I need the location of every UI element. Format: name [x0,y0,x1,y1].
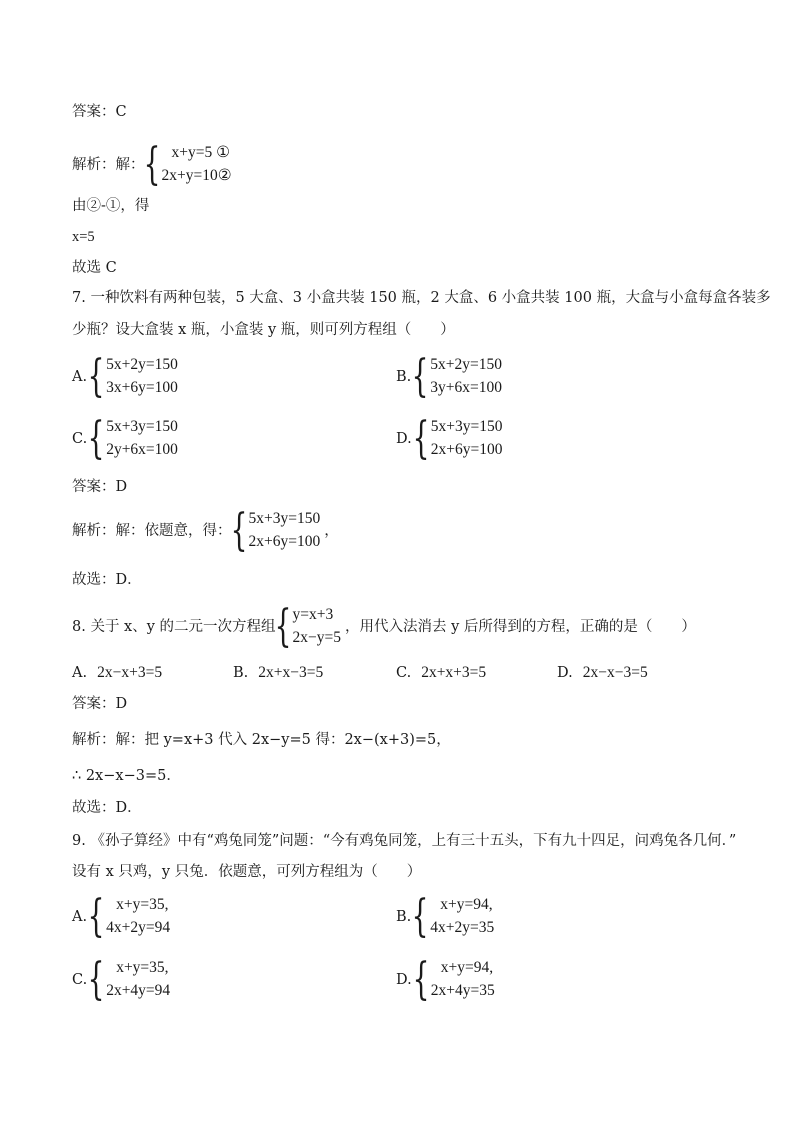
q7-option-a-row-1: 5x+2y=150 [106,356,178,373]
prev-analysis-label: 解析：解： [72,157,145,173]
q8-therefore: ∴ 2x−x−3=5． [72,768,181,784]
q7-analysis-tail: ， [324,523,339,539]
q8-option-d-label: D. [557,665,573,681]
q9-option-a-system [87,891,171,942]
q7-choose: 故选：D． [72,572,142,588]
q9-option-c-row-1: x+y=35, [116,959,169,976]
prev-system-row-2: 2x+y=10② [161,167,232,184]
q7-stem-line-1: 7. 一种饮料有两种包装，5 大盒、3 小盒共装 150 瓶，2 大盒、6 小盒共装 100 瓶，大盒与小盒每盒各装多 [72,290,771,306]
q8-option-c [396,663,486,683]
q7-option-d-row-2: 2x+6y=100 [430,441,503,458]
q7-option-a [72,351,182,402]
q7-analysis-row-1: 5x+3y=150 [248,510,321,527]
q9-option-b-system [411,891,495,942]
q8-option-a-expr: 2x−x+3=5 [97,664,163,681]
q8-analysis: 解析：解：把 y=x+3 代入 2x−y=5 得：2x−(x+3)=5， [72,732,451,748]
q7-option-d-row-1: 5x+3y=150 [430,418,503,435]
q8-option-a-label: A. [72,665,88,681]
q8-stem-prefix: 8. 关于 x、y 的二元一次方程组 [72,619,276,635]
q8-option-b [233,663,323,683]
q7-option-c-label: C. [72,431,88,447]
q7-option-b [396,351,506,402]
q9-stem-line-1: 9. 《孙子算经》中有“鸡兔同笼”问题：“今有鸡兔同笼，上有三十五头，下有九十四足，问鸡兔各几何．” [72,833,737,849]
q8-option-b-label: B. [233,665,249,681]
q7-option-d-label: D. [396,431,412,447]
brace-icon: { [87,954,105,1005]
q8-option-b-expr: 2x+x−3=5 [258,664,324,681]
q8-system-row-1: y=x+3 [292,606,334,623]
prev-step: 由②-①，得 [72,198,150,214]
brace-icon: { [411,351,429,402]
q8-option-d-expr: 2x−x−3=5 [582,664,648,681]
q9-option-d-system [412,954,495,1005]
q8-stem-suffix: ，用代入法消去 y 后所得到的方程，正确的是（ ） [345,619,696,635]
q9-option-a [72,891,174,942]
brace-icon: { [230,505,247,556]
q7-option-d [396,413,506,464]
q9-option-c-label: C. [72,972,88,988]
prev-answer: 答案：C [72,104,127,120]
q7-option-b-row-1: 5x+2y=150 [430,356,502,373]
q8-option-c-label: C. [396,665,412,681]
q7-analysis-system [230,505,321,556]
q8-stem [72,601,696,652]
q9-option-d-row-1: x+y=94, [440,959,494,976]
q9-option-c [72,954,174,1005]
q7-answer: 答案：D [72,479,128,495]
brace-icon: { [274,601,291,652]
q8-option-d [557,663,648,683]
q7-option-b-label: B. [396,369,412,385]
q9-option-b-row-2: 4x+2y=35 [430,919,495,936]
q7-option-b-system [411,351,502,402]
q9-option-d [396,954,499,1005]
q9-option-c-row-2: 2x+4y=94 [106,982,171,999]
brace-icon: { [412,954,430,1005]
q7-analysis [72,505,339,556]
q9-option-d-label: D. [396,972,412,988]
q7-option-c-row-1: 5x+3y=150 [106,418,178,435]
q7-option-c-row-2: 2y+6x=100 [106,441,178,458]
prev-result: x=5 [72,229,95,245]
q9-option-c-system [87,954,171,1005]
brace-icon: { [411,891,429,942]
q8-option-c-expr: 2x+x+3=5 [421,664,487,681]
q7-analysis-label: 解析：解：依题意，得： [72,523,232,539]
q7-option-a-system [87,351,178,402]
q7-option-c-system [87,413,178,464]
q7-stem-line-2: 少瓶？设大盒装 x 瓶，小盒装 y 瓶，则可列方程组（ ） [72,322,455,338]
q7-analysis-row-2: 2x+6y=100 [248,533,321,550]
q8-answer: 答案：D [72,696,128,712]
q8-option-a [72,663,162,683]
q9-stem-line-2: 设有 x 只鸡，y 只兔．依题意，可列方程组为（ ） [72,864,422,880]
q9-option-b-label: B. [396,909,412,925]
prev-equation-system [143,139,232,190]
brace-icon: { [412,413,430,464]
q9-option-a-row-2: 4x+2y=94 [106,919,171,936]
q8-system-row-2: 2x−y=5 [292,629,342,646]
brace-icon: { [87,351,105,402]
q8-choose: 故选：D． [72,800,142,816]
q7-option-d-system [412,413,503,464]
q7-option-c [72,413,182,464]
prev-analysis [72,139,236,190]
q9-option-b [396,891,498,942]
q7-option-a-row-2: 3x+6y=100 [106,379,178,396]
prev-choose: 故选 C [72,260,117,276]
brace-icon: { [87,891,105,942]
brace-icon: { [87,413,105,464]
q9-option-a-row-1: x+y=35, [116,896,169,913]
prev-system-row-1: x+y=5 ① [171,144,231,161]
q7-option-b-row-2: 3y+6x=100 [430,379,502,396]
q9-option-b-row-1: x+y=94, [440,896,493,913]
q7-option-a-label: A. [72,369,88,385]
q8-equation-system [274,601,342,652]
q9-option-d-row-2: 2x+4y=35 [430,982,495,999]
brace-icon: { [143,139,160,190]
q9-option-a-label: A. [72,909,88,925]
